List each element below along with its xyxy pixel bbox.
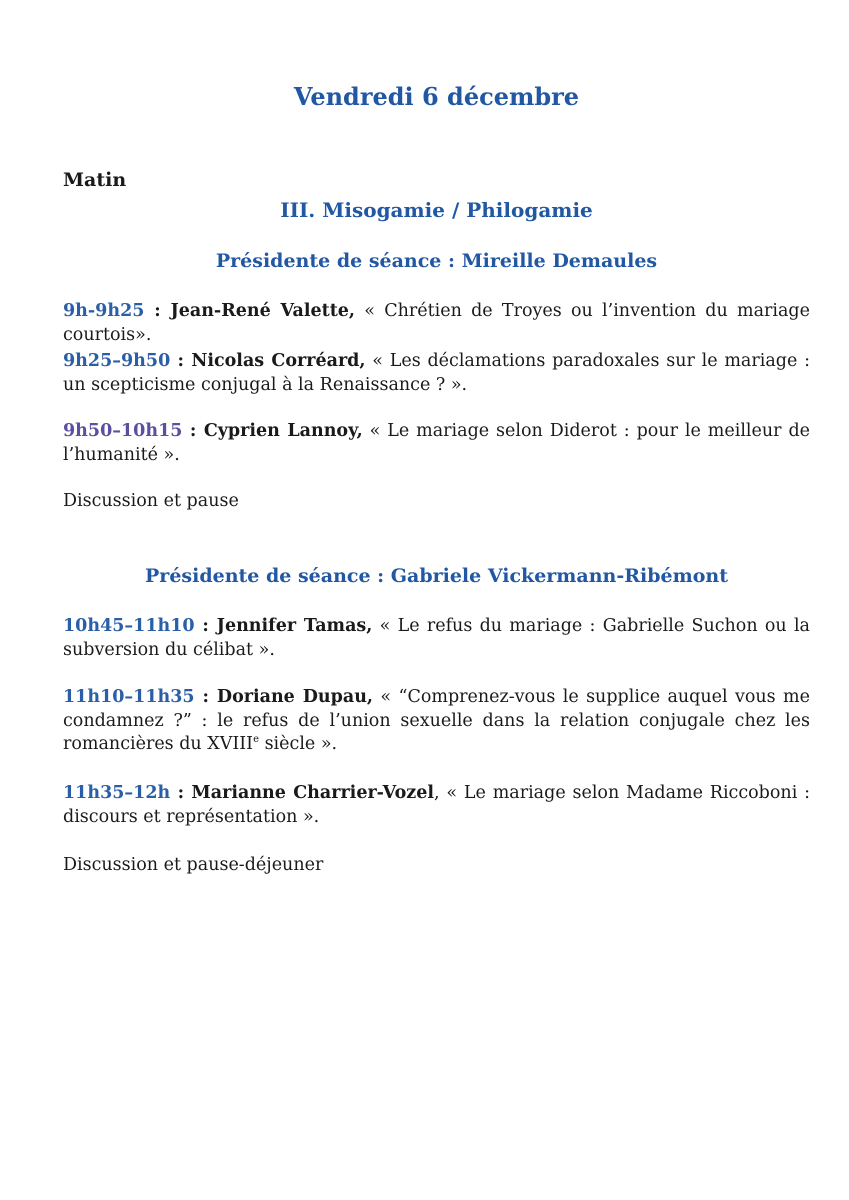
talk-speaker: Cyprien Lannoy, [203, 421, 363, 441]
talk-title: « Le mariage selon Diderot : pour le meilleur de l’humanité ». [63, 421, 811, 465]
talk-time: 9h-9h25 [63, 301, 145, 321]
talk-title: « Le refus du mariage : Gabrielle Suchon ou la subversion du célibat ». [63, 616, 810, 660]
talk-time: 11h10–11h35 [63, 687, 195, 707]
talk-title: « “Comprenez-vous le supplice auquel vous me condamnez ?” : le refus de l’union sexuelle dans la relation conjugale chez les romancières du XVIII [63, 687, 810, 754]
talk-entry: 9h-9h25 : Jean-René Valette, « Chrétien de Troyes ou l’invention du mariage courtois». [63, 301, 810, 345]
talk-speaker: Marianne Charrier-Vozel [191, 783, 435, 803]
talk-entry: 11h10–11h35 : Doriane Dupau, « “Comprenez-vous le supplice auquel vous me condamnez ?” : le refus de l’union sexuelle dans la relation conjugale chez les romancières du XVIIIe siècle ». [63, 687, 810, 754]
talk-title: « Les déclamations paradoxales sur le mariage : un scepticisme conjugal à la Renaissance ? ». [63, 351, 810, 395]
talk-title: , « Le mariage selon Madame Riccoboni : discours et représentation ». [63, 783, 810, 827]
talk-title-end: siècle ». [259, 734, 338, 754]
break-note: Discussion et pause-déjeuner [63, 855, 324, 875]
talk-entry: 9h25–9h50 : Nicolas Corréard, « Les déclamations paradoxales sur le mariage : un scepticisme conjugal à la Renaissance ? ». [63, 351, 810, 395]
talk-speaker: Doriane Dupau, [216, 687, 374, 707]
talk-title: « Chrétien de Troyes ou l’invention du mariage courtois». [63, 301, 810, 345]
talk-time: 9h50–10h15 [63, 421, 183, 441]
superscript: e [253, 734, 260, 746]
talk-entry: 10h45–11h10 : Jennifer Tamas, « Le refus du mariage : Gabrielle Suchon ou la subversion du célibat ». [63, 616, 810, 660]
session-chair: Présidente de séance : Mireille Demaules [215, 250, 658, 272]
day-title: Vendredi 6 décembre [293, 82, 580, 111]
talk-speaker: Jennifer Tamas, [216, 616, 373, 636]
talk-entry: 11h35–12h : Marianne Charrier-Vozel, « Le mariage selon Madame Riccoboni : discours et représentation ». [63, 783, 810, 827]
talk-entry: 9h50–10h15 : Cyprien Lannoy, « Le mariage selon Diderot : pour le meilleur de l’humanité ». [63, 421, 811, 465]
session-chair: Présidente de séance : Gabriele Vickermann-Ribémont [145, 565, 728, 587]
talk-speaker: Nicolas Corréard, [191, 351, 366, 371]
talk-time: 9h25–9h50 [63, 351, 171, 371]
talk-time: 10h45–11h10 [63, 616, 195, 636]
break-note: Discussion et pause [63, 491, 239, 511]
session-title: III. Misogamie / Philogamie [280, 198, 593, 222]
talk-time: 11h35–12h [63, 783, 171, 803]
talk-speaker: Jean-René Valette, [170, 301, 355, 321]
period-label: Matin [63, 169, 127, 191]
